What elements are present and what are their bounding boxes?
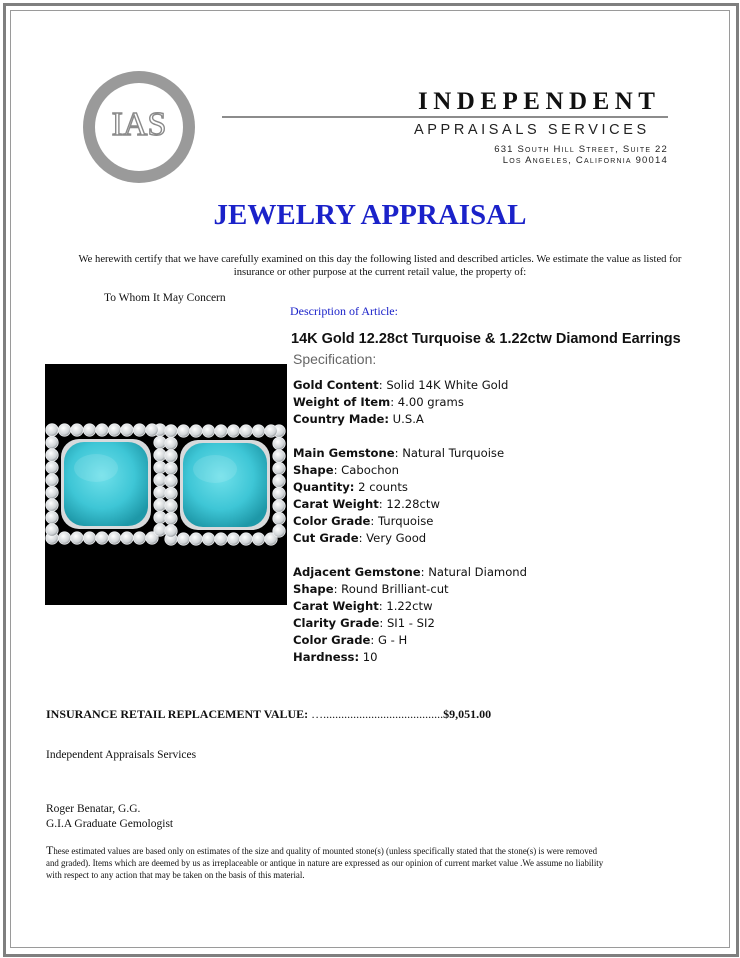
- halo-diamond: [154, 461, 166, 473]
- spec-country: Country Made: U.S.A: [293, 412, 424, 426]
- halo-diamond: [202, 425, 214, 437]
- halo-diamond: [46, 499, 58, 511]
- halo-diamond: [46, 511, 58, 523]
- spec-color-grade: Color Grade: Turquoise: [293, 514, 434, 528]
- halo-diamond: [190, 425, 202, 437]
- halo-diamond: [108, 424, 120, 436]
- halo-diamond: [265, 425, 277, 437]
- logo-monogram: IAS: [111, 106, 167, 143]
- halo-diamond: [46, 524, 58, 536]
- earrings-photo: [45, 364, 287, 605]
- certification-text: We herewith certify that we have carefully examined on this day the following listed and described articles. We estimate the value as listed for insurance or other purpose at the current retail value, the property of:: [78, 254, 682, 278]
- halo-diamond: [83, 424, 95, 436]
- halo-diamond: [273, 525, 285, 537]
- halo-diamond: [177, 425, 189, 437]
- insurance-value: $9,051.00: [443, 707, 492, 721]
- halo-diamond: [58, 532, 70, 544]
- halo-diamond: [273, 487, 285, 499]
- specification-label: Specification:: [293, 351, 377, 367]
- halo-diamond: [58, 424, 70, 436]
- insurance-value-line: [46, 707, 491, 722]
- halo-diamond: [146, 424, 158, 436]
- halo-diamond: [96, 532, 108, 544]
- halo-diamond: [133, 424, 145, 436]
- halo-diamond: [154, 474, 166, 486]
- spec-adjacent-gemstone: Adjacent Gemstone: Natural Diamond: [293, 565, 528, 579]
- halo-diamond: [96, 424, 108, 436]
- spec-quantity: Quantity: 2 counts: [293, 480, 408, 494]
- owner-name: To Whom It May Concern: [104, 292, 226, 304]
- spec-hardness: Hardness: 10: [293, 650, 378, 664]
- turquoise-cabochon: [64, 442, 148, 526]
- halo-diamond: [46, 474, 58, 486]
- halo-diamond: [154, 436, 166, 448]
- halo-diamond: [177, 533, 189, 545]
- spec-gold-content: Gold Content: Solid 14K White Gold: [293, 378, 509, 392]
- halo-diamond: [165, 500, 177, 512]
- spec-adjacent-carat: Carat Weight: 1.22ctw: [293, 599, 433, 613]
- halo-diamond: [273, 500, 285, 512]
- halo-diamond: [165, 512, 177, 524]
- insurance-dots: …........................................: [308, 707, 444, 721]
- halo-diamond: [273, 462, 285, 474]
- halo-diamond: [252, 425, 264, 437]
- halo-diamond: [240, 425, 252, 437]
- halo-diamond: [273, 437, 285, 449]
- header-rule: [222, 116, 668, 118]
- turquoise-cabochon: [183, 443, 267, 527]
- halo-diamond: [154, 486, 166, 498]
- halo-diamond: [273, 512, 285, 524]
- halo-diamond: [165, 525, 177, 537]
- article-title: 14K Gold 12.28ct Turquoise & 1.22ctw Diamond Earrings: [291, 331, 681, 347]
- halo-diamond: [227, 533, 239, 545]
- halo-diamond: [46, 436, 58, 448]
- description-label: Description of Article:: [290, 304, 398, 318]
- stone-highlight: [74, 454, 118, 482]
- halo-diamond: [108, 532, 120, 544]
- halo-diamond: [273, 450, 285, 462]
- spec-main-shape: Shape: Cabochon: [293, 463, 400, 477]
- halo-diamond: [165, 425, 177, 437]
- halo-diamond: [46, 486, 58, 498]
- halo-diamond: [273, 475, 285, 487]
- ias-appraisal-logo: [80, 68, 198, 186]
- signer-name: Roger Benatar, G.G.: [46, 803, 141, 815]
- spec-main-carat: Carat Weight: 12.28ctw: [293, 497, 440, 511]
- halo-diamond: [190, 533, 202, 545]
- spec-main-gemstone: Main Gemstone: Natural Turquoise: [293, 446, 505, 460]
- spec-clarity: Clarity Grade: SI1 - SI2: [293, 616, 435, 630]
- halo-diamond: [121, 532, 133, 544]
- halo-diamond: [71, 424, 83, 436]
- address-line-1: 631 South Hill Street, Suite 22: [494, 144, 668, 155]
- document-title: JEWELRY APPRAISAL: [213, 199, 527, 231]
- halo-diamond: [165, 475, 177, 487]
- halo-diamond: [154, 524, 166, 536]
- halo-diamond: [252, 533, 264, 545]
- company-signature-line: Independent Appraisals Services: [46, 749, 197, 761]
- halo-diamond: [202, 533, 214, 545]
- specification-list: [293, 377, 527, 666]
- halo-diamond: [83, 532, 95, 544]
- spec-adjacent-color: Color Grade: G - H: [293, 633, 408, 647]
- company-subtitle: APPRAISALS SERVICES: [414, 122, 650, 138]
- halo-diamond: [154, 449, 166, 461]
- insurance-label: INSURANCE RETAIL REPLACEMENT VALUE:: [46, 707, 309, 721]
- halo-diamond: [154, 499, 166, 511]
- halo-diamond: [165, 450, 177, 462]
- halo-diamond: [46, 449, 58, 461]
- halo-diamond: [154, 511, 166, 523]
- halo-diamond: [240, 533, 252, 545]
- address-line-2: Los Angeles, California 90014: [502, 155, 668, 166]
- halo-diamond: [133, 532, 145, 544]
- spec-cut-grade: Cut Grade: Very Good: [293, 531, 427, 545]
- halo-diamond: [46, 461, 58, 473]
- disclaimer-text: These estimated values are based only on estimates of the size and quality of mounted stone(s) (unless specifically stated that the stone(s) is were removed and graded). Items which are deemed by us as irreplaceable or antique in nature are expressed as our opinion of current market value .We assume no liability with respect to any action that may be taken on the basis of this material.: [46, 843, 604, 880]
- stone-highlight: [193, 455, 237, 483]
- spec-adjacent-shape: Shape: Round Brilliant-cut: [293, 582, 449, 596]
- halo-diamond: [46, 424, 58, 436]
- halo-diamond: [215, 533, 227, 545]
- spec-weight: Weight of Item: 4.00 grams: [293, 395, 464, 409]
- logo-ring-text: Appraisal: [109, 146, 169, 168]
- halo-diamond: [215, 425, 227, 437]
- halo-diamond: [121, 424, 133, 436]
- halo-diamond: [165, 462, 177, 474]
- halo-diamond: [227, 425, 239, 437]
- halo-diamond: [165, 437, 177, 449]
- company-name: INDEPENDENT: [418, 88, 661, 115]
- signer-title: G.I.A Graduate Gemologist: [46, 818, 174, 830]
- halo-diamond: [165, 487, 177, 499]
- halo-diamond: [71, 532, 83, 544]
